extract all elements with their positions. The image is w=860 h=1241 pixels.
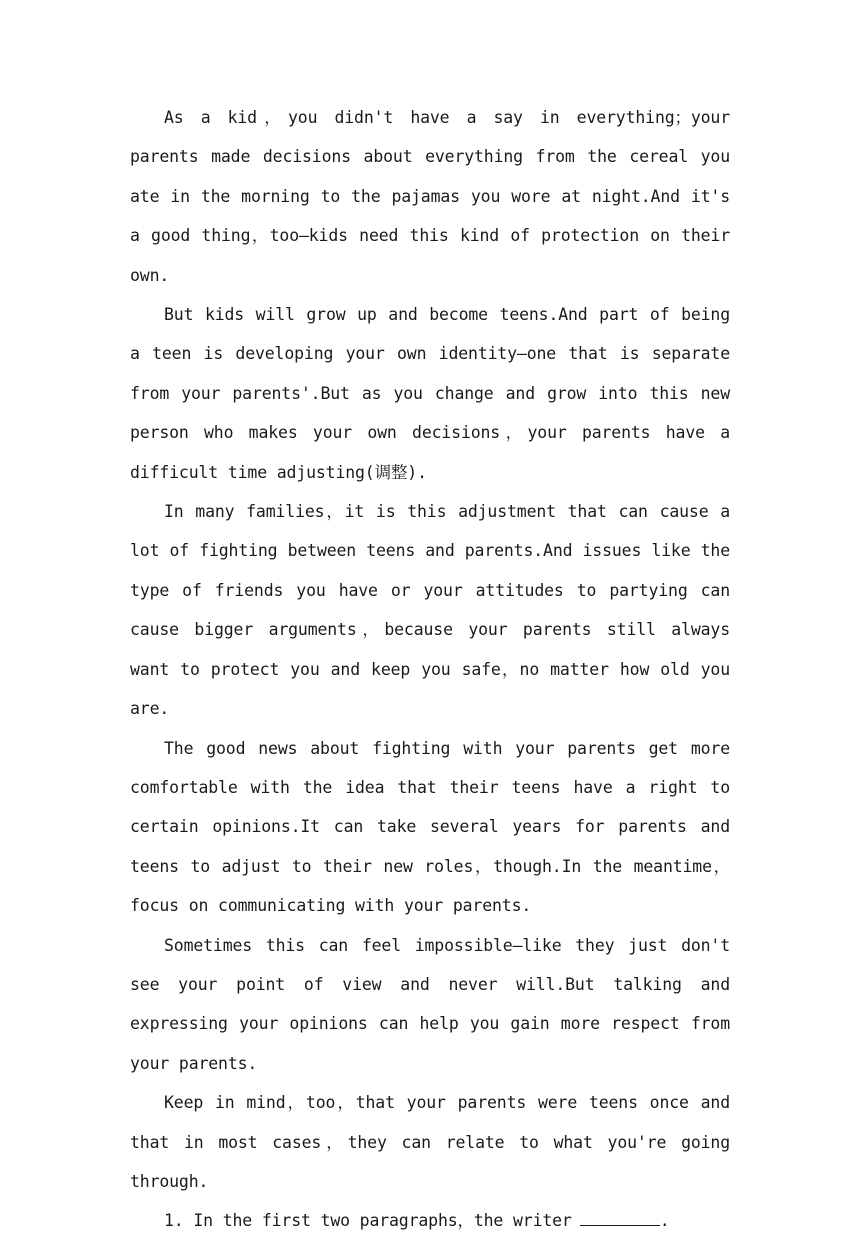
paragraph-5: Sometimes this can feel impossible—like they just don't see your point of view and never will.But talking and expressing your opinions can help you gain more respect from your parents.	[130, 935, 730, 1073]
question-text: 1. In the first two paragraphs，the writer	[164, 1211, 572, 1231]
paragraph-6: Keep in mind，too，that your parents were teens once and that in most cases，they can relate to what you're going through.	[130, 1093, 730, 1191]
question-1	[130, 1201, 730, 1240]
answer-blank	[580, 1224, 660, 1226]
paragraph-2: But kids will grow up and become teens.And part of being a teen is developing your own identity—one that is separate from your parents'.But as you change and grow into this new person who makes your own decisions，your parents have a difficult time adjusting(调整).	[130, 305, 730, 482]
paragraph-3: In many families，it is this adjustment that can cause a lot of fighting between teens and parents.And issues like the type of friends you have or your attitudes to partying can cause bigger arguments，because your parents still always want to protect you and keep you safe，no matter how old you are.	[130, 502, 730, 719]
document-page	[130, 98, 730, 1241]
question-end: .	[659, 1211, 670, 1231]
paragraph-1: As a kid，you didn't have a say in everything；your parents made decisions about everything from the cereal you ate in the morning to the pajamas you wore at night.And it's a good thing，too—kids need this kind of protection on their own.	[130, 108, 730, 285]
paragraph-4: The good news about fighting with your parents get more comfortable with the idea that their teens have a right to certain opinions.It can take several years for parents and teens to adjust to their new roles，though.In the meantime，focus on communicating with your parents.	[130, 738, 730, 916]
